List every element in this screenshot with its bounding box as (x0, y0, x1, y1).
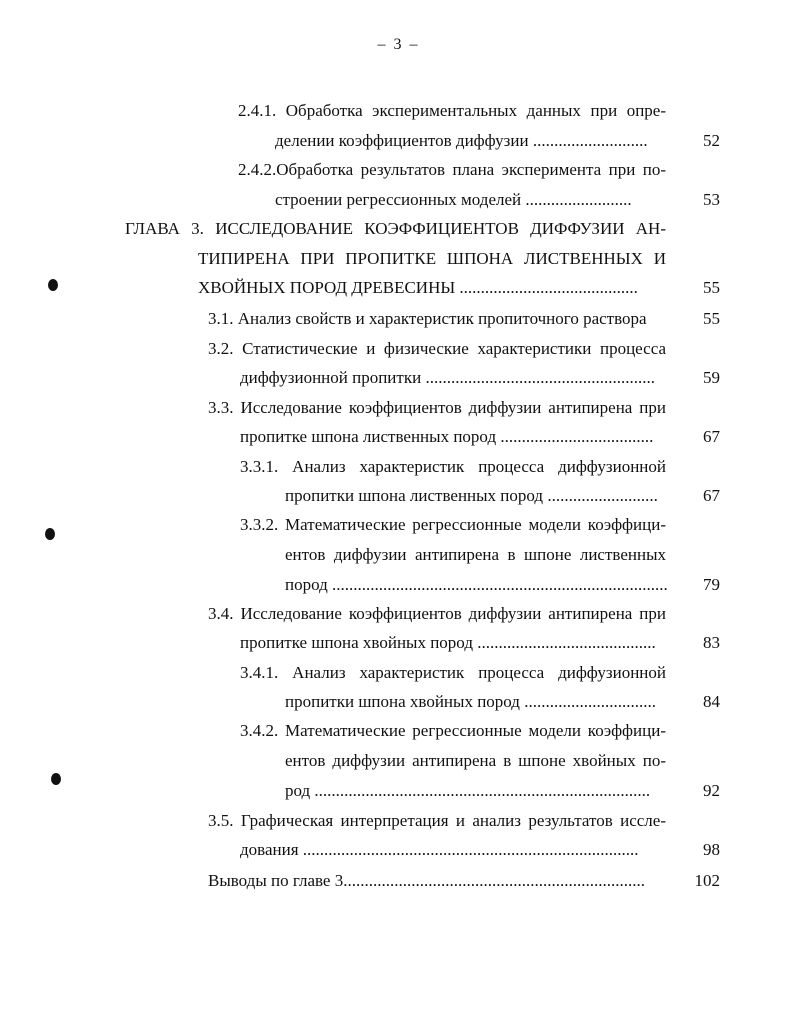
toc-3-4-1-page: 84 (703, 692, 720, 711)
toc-3-5-line-2: дования ............................................................................... (240, 840, 639, 859)
toc-2-4-1-page: 52 (703, 131, 720, 150)
toc-3-3-2-line-3: пород ............................................................................... (285, 575, 668, 594)
toc-2-4-2-line-1: 2.4.2.Обработка результатов плана эксперимента при по- (238, 160, 666, 179)
toc-3-4-2-line-1: 3.4.2. Математические регрессионные модели коэффици- (240, 721, 666, 740)
toc-3-3-1-page: 67 (703, 486, 720, 505)
toc-3-1-page: 55 (703, 309, 720, 328)
toc-3-5-line-1: 3.5. Графическая интерпретация и анализ результатов иссле- (208, 811, 666, 830)
toc-chapter-3-line-2: ТИПИРЕНА ПРИ ПРОПИТКЕ ШПОНА ЛИСТВЕННЫХ И (198, 249, 666, 268)
toc-3-2-line-2: диффузионной пропитки ...................................................... (240, 368, 655, 387)
toc-3-4-2-page: 92 (703, 781, 720, 800)
scan-blot (48, 279, 58, 291)
toc-3-3-line-2: пропитке шпона лиственных пород .................................... (240, 427, 654, 446)
toc-3-3-page: 67 (703, 427, 720, 446)
toc-3-4-line-2: пропитке шпона хвойных пород .......................................... (240, 633, 656, 652)
toc-2-4-1-line-1: 2.4.1. Обработка экспериментальных данных при опре- (238, 101, 666, 120)
toc-3-3-2-line-2: ентов диффузии антипирена в шпоне лиственных (285, 545, 666, 564)
toc-3-4-2-line-3: род ............................................................................... (285, 781, 651, 800)
toc-3-1-line-1: 3.1. Анализ свойств и характеристик пропиточного раствора (208, 309, 647, 328)
toc-chapter-3-page: 55 (703, 278, 720, 297)
toc-3-2-page: 59 (703, 368, 720, 387)
toc-2-4-2-page: 53 (703, 190, 720, 209)
toc-3-3-line-1: 3.3. Исследование коэффициентов диффузии антипирена при (208, 398, 666, 417)
toc-2-4-2-line-2: строении регрессионных моделей ......................... (275, 190, 632, 209)
scan-blot (51, 773, 61, 785)
toc-3-4-line-1: 3.4. Исследование коэффициентов диффузии антипирена при (208, 604, 666, 623)
toc-3-4-page: 83 (703, 633, 720, 652)
toc-3-3-1-line-1: 3.3.1. Анализ характеристик процесса диффузионной (240, 457, 666, 476)
toc-3-3-2-line-1: 3.3.2. Математические регрессионные модели коэффици- (240, 515, 666, 534)
toc-3-4-1-line-2: пропитки шпона хвойных пород ............................... (285, 692, 656, 711)
toc-2-4-1-line-2: делении коэффициентов диффузии ........................... (275, 131, 648, 150)
toc-3-2-line-1: 3.2. Статистические и физические характеристики процесса (208, 339, 666, 358)
toc-3-3-2-page: 79 (703, 575, 720, 594)
toc-conclusions-page: 102 (694, 871, 720, 890)
toc-chapter-3-line-3: ХВОЙНЫХ ПОРОД ДРЕВЕСИНЫ .......................................... (198, 278, 638, 297)
toc-3-5-page: 98 (703, 840, 720, 859)
scan-blot (45, 528, 55, 540)
toc-conclusions-line-1: Выводы по главе 3....................................................................... (208, 871, 645, 890)
toc-3-3-1-line-2: пропитки шпона лиственных пород .......................... (285, 486, 658, 505)
toc-3-4-2-line-2: ентов диффузии антипирена в шпоне хвойных по- (285, 751, 666, 770)
toc-chapter-3-line-1: ГЛАВА 3. ИССЛЕДОВАНИЕ КОЭФФИЦИЕНТОВ ДИФФУЗИИ АН- (125, 219, 666, 238)
toc-3-4-1-line-1: 3.4.1. Анализ характеристик процесса диффузионной (240, 663, 666, 682)
page-number: – 3 – (377, 36, 420, 53)
